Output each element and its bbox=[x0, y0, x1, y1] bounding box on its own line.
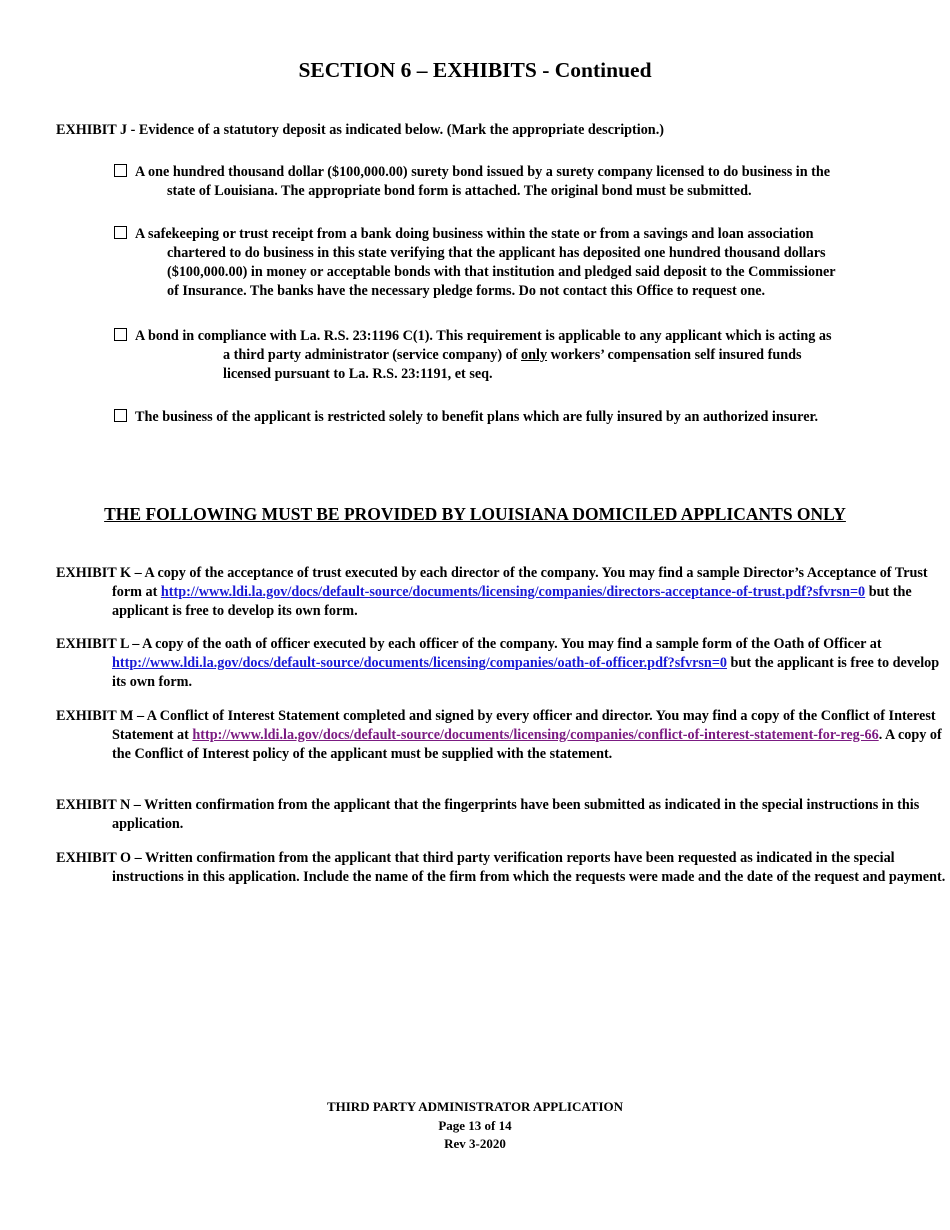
page-title: SECTION 6 – EXHIBITS - Continued bbox=[298, 58, 652, 82]
exhibit-n: EXHIBIT N – Written confirmation from the applicant that the fingerprints have been submitted as indicated in the special instructions in this application. bbox=[56, 797, 920, 832]
footer-page-number: Page 13 of 14 bbox=[438, 1117, 512, 1133]
checkbox-safekeeping-receipt[interactable] bbox=[114, 226, 127, 239]
exhibit-j-option-surety-bond: A one hundred thousand dollar ($100,000.00) surety bond issued by a surety company licensed to do business in the state of Louisiana. The appropriate bond form is attached. The original bond must be submitted. bbox=[114, 163, 894, 201]
exhibit-j-option-safekeeping-receipt: A safekeeping or trust receipt from a bank doing business within the state or from a savings and loan association chartered to do business in this state verifying that the applicant has deposited one hundred thousand dollars ($100,000.00) in money or acceptable bonds with that institution and pledged said deposit to the Commissioner of Insurance. The banks have the necessary pledge forms. Do not contact this Office to request one. bbox=[114, 225, 894, 301]
checkbox-surety-bond[interactable] bbox=[114, 164, 127, 177]
exhibit-j-option-bond-compliance: A bond in compliance with La. R.S. 23:1196 C(1). This requirement is applicable to any applicant which is acting as a third party administrator (service company) of only workers’ compensation self insured funds licensed pursuant to La. R.S. 23:1191, et seq. bbox=[114, 327, 904, 384]
exhibit-m: EXHIBIT M – A Conflict of Interest Statement completed and signed by every officer and director. You may find a copy of the Conflict of Interest Statement at http://www.ldi.la.gov/docs/default-source/documents/licensing/companies/conflict-of-interest-statement-for-reg-66. A copy of the Conflict of Interest policy of the applicant must be supplied with the statement. bbox=[56, 708, 942, 762]
footer-form-name: THIRD PARTY ADMINISTRATOR APPLICATION bbox=[326, 1099, 624, 1114]
exhibit-o: EXHIBIT O – Written confirmation from the applicant that third party verification reports have been requested as indicated in the special instructions in this application. Include the name of the firm from which the requests were made and the date of the request and payment. bbox=[56, 850, 946, 885]
footer-revision: Rev 3-2020 bbox=[444, 1136, 506, 1151]
directors-acceptance-of-trust-link[interactable]: http://www.ldi.la.gov/docs/default-source/documents/licensing/companies/directors-acceptance-of-trust.pdf?sfvrsn=0 bbox=[160, 584, 866, 600]
conflict-of-interest-statement-link[interactable]: http://www.ldi.la.gov/docs/default-source/documents/licensing/companies/conflict-of-interest-statement-for-reg-66 bbox=[192, 727, 879, 743]
oath-of-officer-link[interactable]: http://www.ldi.la.gov/docs/default-source/documents/licensing/companies/oath-of-officer.pdf?sfvrsn=0 bbox=[112, 655, 727, 671]
page-footer bbox=[0, 1098, 950, 1154]
exhibit-l: EXHIBIT L – A copy of the oath of officer executed by each officer of the company. You may find a sample form of the Oath of Officer at http://www.ldi.la.gov/docs/default-source/documents/licensing/companies/oath-of-officer.pdf?sfvrsn=0 but the applicant is free to develop its own form. bbox=[56, 636, 940, 690]
exhibit-j-option-fully-insured: The business of the applicant is restricted solely to benefit plans which are fully insured by an authorized insurer. bbox=[114, 408, 904, 427]
domiciled-applicants-heading: THE FOLLOWING MUST BE PROVIDED BY LOUISIANA DOMICILED APPLICANTS ONLY bbox=[104, 504, 846, 524]
checkbox-fully-insured[interactable] bbox=[114, 409, 127, 422]
exhibit-k: EXHIBIT K – A copy of the acceptance of trust executed by each director of the company. You may find a sample Director’s Acceptance of Trust form at http://www.ldi.la.gov/docs/default-source/documents/licensing/companies/directors-acceptance-of-trust.pdf?sfvrsn=0 but the applicant is free to develop its own form. bbox=[56, 565, 928, 619]
exhibit-j-intro: EXHIBIT J - Evidence of a statutory deposit as indicated below. (Mark the appropriate description.) bbox=[56, 122, 664, 138]
checkbox-bond-compliance[interactable] bbox=[114, 328, 127, 341]
